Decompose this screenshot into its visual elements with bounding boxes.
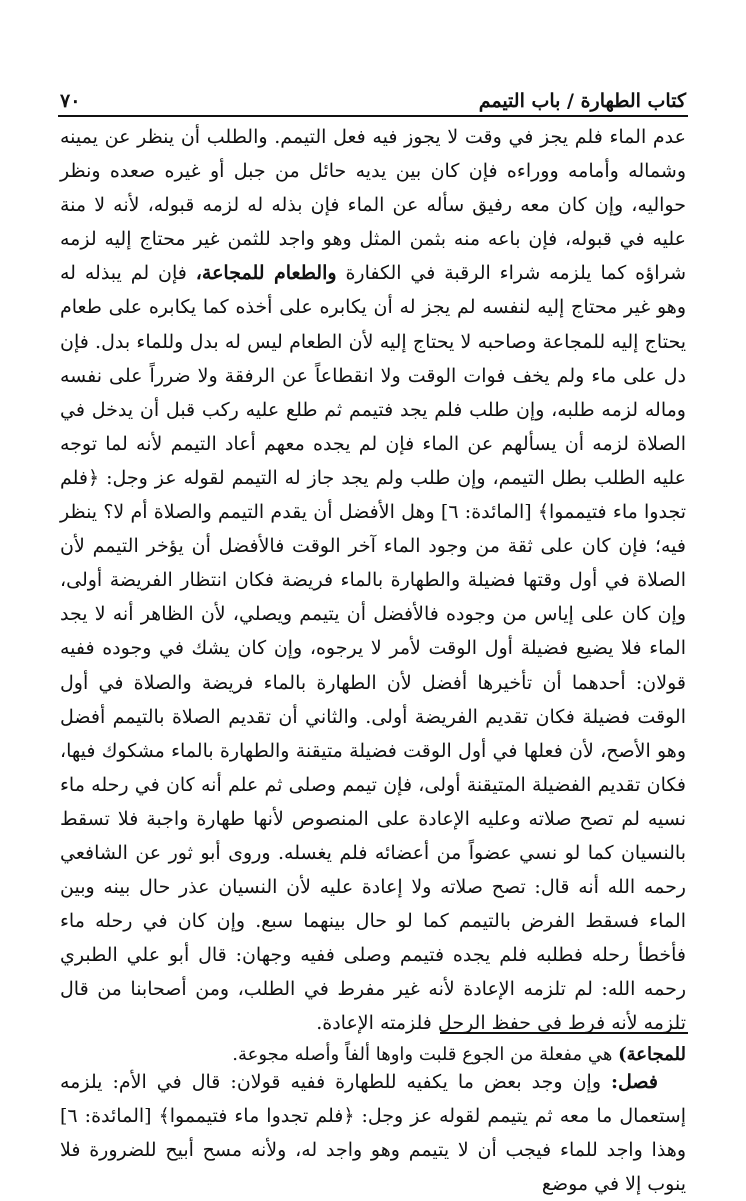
page-header xyxy=(60,78,686,112)
paragraph-text: عدم الماء فلم يجز في وقت لا يجوز فيه فعل التيمم. والطلب أن ينظر عن يمينه وشماله وأمامه ووراءه فإن كان بين يديه حائل من جبل أو غيره صعده ونظر حواليه، وإن كان معه رفيق سأله عن الماء فإن بذله له لزمه قبوله، لأنه لا منة عليه في قبوله، فإن باعه منه بثمن المثل وهو واجد للثمن غير محتاج إليه لزمه شراؤه كما يلزمه شراء الرقبة في الكفارة xyxy=(60,126,686,285)
footnote xyxy=(60,1040,686,1070)
footnote-term: للمجاعة) xyxy=(618,1044,686,1065)
bold-term: والطعام للمجاعة، xyxy=(195,262,337,285)
main-text xyxy=(60,120,686,1201)
header-divider xyxy=(58,115,688,117)
paragraph xyxy=(60,120,686,1041)
footnote-text: هي مفعلة من الجوع قلبت واوها ألفاً وأصله مجوعة. xyxy=(232,1044,619,1065)
fasl-paragraph xyxy=(60,1065,686,1201)
page-number: ٧٠ xyxy=(60,90,81,112)
running-title: كتاب الطهارة / باب التيمم xyxy=(478,90,686,112)
footnote-divider xyxy=(440,1032,688,1034)
paragraph-text: وإن وجد بعض ما يكفيه للطهارة ففيه قولان: قال في الأم: يلزمه إستعمال ما معه ثم يتيمم لقوله عز وجل: ﴿فلم تجدوا ماء فتيمموا﴾ [المائدة: ٦] وهذا واجد للماء فيجب أن لا يتيمم وهو واجد له، ولأنه مسح أبيح للضرورة فلا ينوب إلا في موضع xyxy=(60,1070,686,1195)
fasl-label: فصل: xyxy=(611,1070,658,1093)
paragraph-text: فإن لم يبذله له وهو غير محتاج إليه لنفسه لم يجز له أن يكابره على أخذه كما يكابره على طعام يحتاج إليه للمجاعة وصاحبه لا يحتاج إليه لأن الطعام ليس له بدل وللماء بدل. فإن دل على ماء ولم يخف فوات الوقت ولا انقطاعاً عن الرفقة ولا ضرراً على نفسه وماله لزمه طلبه، وإن طلب فلم يجد فتيمم ثم طلع عليه ركب قبل أن يدخل في الصلاة لزمه أن يسألهم عن الماء فإن لم يجده معهم أعاد التيمم لأنه لما توجه عليه الطلب بطل التيمم، وإن طلب ولم يجد جاز له التيمم لقوله عز وجل: ﴿فلم تجدوا ماء فتيمموا﴾ [المائدة: ٦] وهل الأفضل أن يقدم التيمم والصلاة أم لا؟ ينظر فيه؛ فإن كان على ثقة من وجود الماء آخر الوقت فالأفضل أن يؤخر التيمم لأن الصلاة في أول وقتها فضيلة والطهارة بالماء فريضة فكان انتظار الفريضة أولى، وإن كان على إياس من وجوده فالأفضل أن يتيمم ويصلي، لأن الظاهر أنه لا يجد الماء فلا يضيع فضيلة أول الوقت لأمر لا يرجوه، وإن كان يشك في وجوده ففيه قولان: أحدهما أن تأخيرها أفضل لأن الطهارة بالماء فريضة والصلاة في أول الوقت فضيلة فكان تقديم الفريضة أولى. والثاني أن تقديم الصلاة بالتيمم أفضل وهو الأصح، لأن فعلها في أول الوقت فضيلة متيقنة والطهارة بالماء مشكوك فيها، فكان تقديم الفضيلة المتيقنة أولى، فإن تيمم وصلى ثم علم أنه كان في رحله ماء نسيه لم تصح صلاته وعليه الإعادة على المنصوص لأنها طهارة واجبة فلا تسقط بالنسيان كما لو نسي عضواً من أعضائه فلم يغسله. وروى أبو ثور عن الشافعي رحمه الله أنه قال: تصح صلاته ولا إعادة عليه لأن النسيان عذر حال بينه وبين الماء فسقط الفرض بالتيمم كما لو حال بينهما سبع. وإن كان في رحله ماء فأخطأ رحله فطلبه فلم يجده فتيمم وصلى ففيه وجهان: قال أبو علي الطبري رحمه الله: لم تلزمه الإعادة لأنه غير مفرط في الطلب، ومن أصحابنا من قال تلزمه لأنه فرط في حفظ الرحل فلزمته الإعادة. xyxy=(60,262,687,1035)
